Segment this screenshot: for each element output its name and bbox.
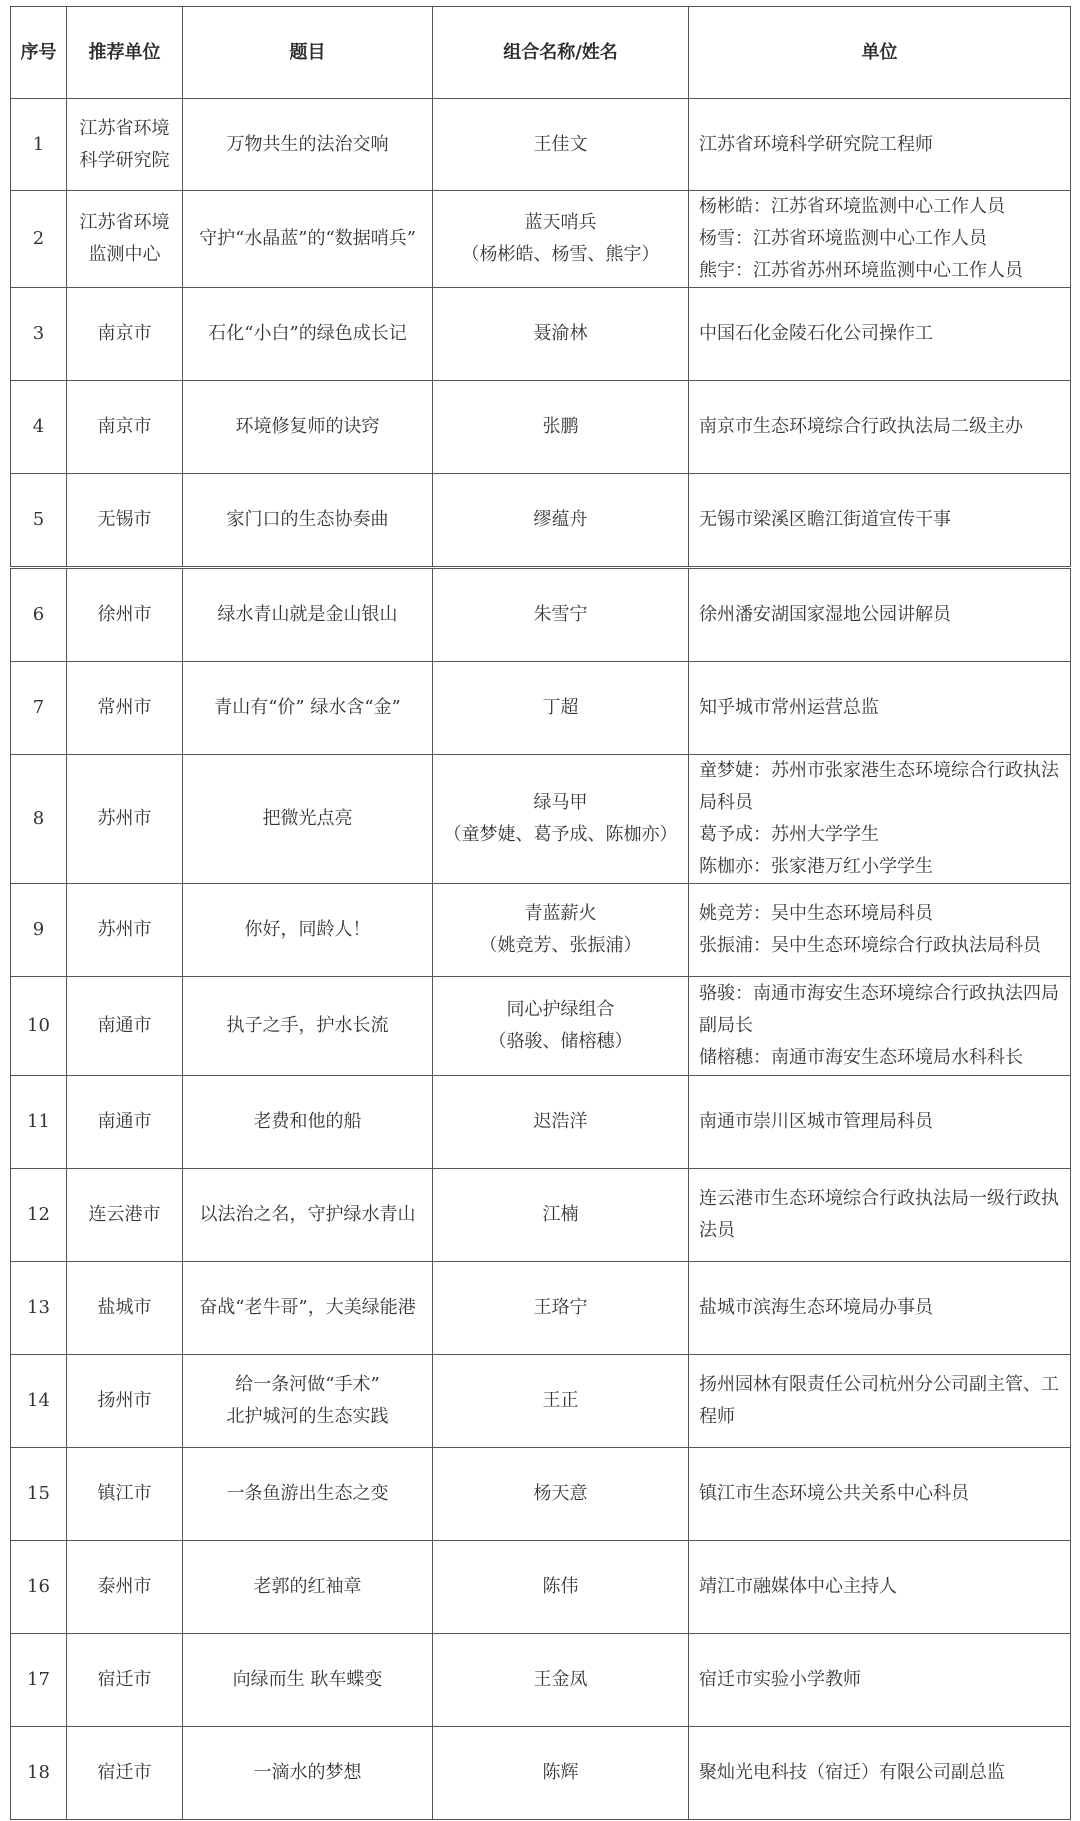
cell-title bbox=[183, 191, 433, 288]
header-unit: 单位 bbox=[689, 7, 1071, 99]
cell-unit bbox=[689, 1727, 1071, 1820]
cell-recommender bbox=[67, 1448, 183, 1541]
cell-recommender-line: 科学研究院 bbox=[79, 149, 170, 171]
cell-unit bbox=[689, 755, 1071, 884]
cell-recommender-line: 常州市 bbox=[97, 697, 152, 718]
table-row bbox=[11, 1541, 1071, 1634]
header-name: 组合名称/姓名 bbox=[433, 7, 689, 99]
cell-unit bbox=[689, 569, 1071, 662]
cell-recommender bbox=[67, 191, 183, 288]
cell-name-line: 王珞宁 bbox=[533, 1297, 588, 1318]
cell-title-line: 守护“水晶蓝”的“数据哨兵” bbox=[199, 228, 416, 249]
awards-table-part-2 bbox=[10, 568, 1071, 1169]
cell-title-line: 以法治之名，守护绿水青山 bbox=[199, 1204, 416, 1225]
cell-unit-line: 中国石化金陵石化公司操作工 bbox=[699, 323, 933, 344]
cell-no: 1 bbox=[11, 99, 67, 191]
cell-name-line: 陈辉 bbox=[542, 1762, 579, 1783]
table-row bbox=[11, 191, 1071, 288]
cell-unit-line: 无锡市梁溪区瞻江街道宣传干事 bbox=[699, 509, 951, 530]
cell-name bbox=[433, 1541, 689, 1634]
cell-name bbox=[433, 662, 689, 755]
cell-name-line: （骆骏、储榕穗） bbox=[488, 1031, 633, 1052]
cell-name-line: 同心护绿组合 bbox=[506, 999, 615, 1020]
cell-unit bbox=[689, 662, 1071, 755]
cell-unit bbox=[689, 288, 1071, 381]
cell-name bbox=[433, 1355, 689, 1448]
cell-title-line: 给一条河做“手术” bbox=[235, 1374, 380, 1395]
cell-recommender bbox=[67, 99, 183, 191]
cell-title-line: 绿水青山就是金山银山 bbox=[217, 604, 398, 625]
cell-no: 7 bbox=[11, 662, 67, 755]
cell-recommender-line: 宿迁市 bbox=[97, 1762, 152, 1783]
cell-name bbox=[433, 1448, 689, 1541]
cell-name-line: 聂渝林 bbox=[533, 323, 588, 344]
table-row bbox=[11, 1634, 1071, 1727]
cell-no: 3 bbox=[11, 288, 67, 381]
cell-name-line: 江楠 bbox=[542, 1204, 579, 1225]
cell-recommender bbox=[67, 1727, 183, 1820]
cell-unit-line: 姚竞芳：吴中生态环境局科员 bbox=[699, 903, 933, 924]
cell-title-line: 家门口的生态协奏曲 bbox=[226, 509, 389, 530]
cell-recommender bbox=[67, 755, 183, 884]
table-row bbox=[11, 288, 1071, 381]
cell-title-line: 向绿而生 耿车蝶变 bbox=[232, 1669, 383, 1690]
cell-unit-line: 镇江市生态环境公共关系中心科员 bbox=[699, 1483, 969, 1504]
cell-title bbox=[183, 474, 433, 567]
cell-no: 13 bbox=[11, 1262, 67, 1355]
cell-title bbox=[183, 662, 433, 755]
cell-recommender bbox=[67, 381, 183, 474]
cell-title-line: 北护城河的生态实践 bbox=[226, 1406, 389, 1427]
table-row bbox=[11, 662, 1071, 755]
table-row bbox=[11, 99, 1071, 191]
cell-name bbox=[433, 288, 689, 381]
cell-name bbox=[433, 1076, 689, 1169]
cell-title-line: 环境修复师的诀窍 bbox=[235, 416, 380, 437]
cell-unit-line: 聚灿光电科技（宿迁）有限公司副总监 bbox=[699, 1762, 1005, 1783]
cell-unit-line: 熊宇：江苏省苏州环境监测中心工作人员 bbox=[699, 260, 1023, 281]
cell-unit bbox=[689, 1169, 1071, 1262]
cell-unit-line: 盐城市滨海生态环境局办事员 bbox=[699, 1297, 933, 1318]
cell-unit bbox=[689, 1448, 1071, 1541]
cell-no: 12 bbox=[11, 1169, 67, 1262]
header-no: 序号 bbox=[11, 7, 67, 99]
cell-title bbox=[183, 1355, 433, 1448]
table-row bbox=[11, 474, 1071, 567]
cell-title bbox=[183, 755, 433, 884]
cell-title-line: 万物共生的法治交响 bbox=[226, 133, 389, 155]
cell-title bbox=[183, 1634, 433, 1727]
cell-unit bbox=[689, 1355, 1071, 1448]
cell-name-line: 王佳文 bbox=[533, 133, 588, 155]
cell-name bbox=[433, 1634, 689, 1727]
cell-unit bbox=[689, 191, 1071, 288]
cell-name-line: 绿马甲 bbox=[533, 792, 588, 813]
table-row bbox=[11, 1727, 1071, 1820]
cell-unit bbox=[689, 99, 1071, 191]
cell-name-line: 迟浩洋 bbox=[533, 1111, 588, 1132]
cell-no: 2 bbox=[11, 191, 67, 288]
cell-title bbox=[183, 569, 433, 662]
cell-title bbox=[183, 288, 433, 381]
cell-no: 5 bbox=[11, 474, 67, 567]
cell-no: 16 bbox=[11, 1541, 67, 1634]
cell-name-line: 张鹏 bbox=[542, 416, 579, 437]
cell-no: 15 bbox=[11, 1448, 67, 1541]
cell-title bbox=[183, 1541, 433, 1634]
cell-recommender-line: 扬州市 bbox=[97, 1390, 152, 1411]
cell-recommender-line: 泰州市 bbox=[97, 1576, 152, 1597]
cell-title bbox=[183, 1076, 433, 1169]
cell-unit-line: 南通市崇川区城市管理局科员 bbox=[699, 1111, 933, 1132]
cell-unit bbox=[689, 1262, 1071, 1355]
cell-recommender-line: 江苏省环境 bbox=[79, 117, 170, 139]
cell-name bbox=[433, 474, 689, 567]
cell-name bbox=[433, 99, 689, 191]
cell-recommender-line: 江苏省环境 bbox=[79, 212, 170, 233]
cell-recommender bbox=[67, 1262, 183, 1355]
cell-title bbox=[183, 1727, 433, 1820]
cell-name-line: 王正 bbox=[542, 1390, 579, 1411]
cell-recommender bbox=[67, 1541, 183, 1634]
cell-no: 17 bbox=[11, 1634, 67, 1727]
cell-title-line: 青山有“价” 绿水含“金” bbox=[214, 697, 401, 718]
cell-recommender-line: 宿迁市 bbox=[97, 1669, 152, 1690]
cell-unit-line: 宿迁市实验小学教师 bbox=[699, 1669, 861, 1690]
cell-recommender bbox=[67, 884, 183, 977]
cell-unit-line: 张振浦：吴中生态环境综合行政执法局科员 bbox=[699, 935, 1041, 956]
cell-recommender-line: 苏州市 bbox=[97, 919, 152, 940]
cell-unit-line: 扬州园林有限责任公司杭州分公司副主管、工程师 bbox=[699, 1374, 1059, 1427]
cell-recommender-line: 苏州市 bbox=[97, 808, 152, 829]
cell-name bbox=[433, 1169, 689, 1262]
cell-recommender-line: 连云港市 bbox=[88, 1204, 161, 1225]
cell-title bbox=[183, 884, 433, 977]
cell-title-line: 一条鱼游出生态之变 bbox=[226, 1483, 389, 1504]
cell-unit-line: 连云港市生态环境综合行政执法局一级行政执法员 bbox=[699, 1188, 1059, 1241]
cell-unit-line: 南京市生态环境综合行政执法局二级主办 bbox=[699, 416, 1023, 437]
cell-title bbox=[183, 381, 433, 474]
cell-name-line: （杨彬皓、杨雪、熊宇） bbox=[461, 244, 660, 265]
cell-unit-line: 靖江市融媒体中心主持人 bbox=[699, 1576, 897, 1597]
cell-name bbox=[433, 191, 689, 288]
cell-unit bbox=[689, 1634, 1071, 1727]
cell-recommender-line: 监测中心 bbox=[88, 244, 161, 265]
cell-unit bbox=[689, 381, 1071, 474]
cell-title-line: 老郭的红袖章 bbox=[253, 1576, 362, 1597]
cell-no: 18 bbox=[11, 1727, 67, 1820]
cell-recommender-line: 徐州市 bbox=[97, 604, 152, 625]
awards-table-part-1 bbox=[10, 6, 1071, 567]
cell-title bbox=[183, 977, 433, 1076]
table-row bbox=[11, 1262, 1071, 1355]
cell-no: 8 bbox=[11, 755, 67, 884]
cell-no: 11 bbox=[11, 1076, 67, 1169]
cell-title-line: 把微光点亮 bbox=[262, 808, 353, 829]
cell-title-line: 老费和他的船 bbox=[253, 1111, 362, 1132]
cell-title-line: 你好，同龄人！ bbox=[244, 919, 371, 940]
cell-name bbox=[433, 977, 689, 1076]
cell-recommender-line: 盐城市 bbox=[97, 1297, 152, 1318]
cell-recommender bbox=[67, 1355, 183, 1448]
cell-name bbox=[433, 884, 689, 977]
cell-no: 14 bbox=[11, 1355, 67, 1448]
table-row bbox=[11, 1169, 1071, 1262]
table-row bbox=[11, 1355, 1071, 1448]
cell-title bbox=[183, 1169, 433, 1262]
cell-unit-line: 储榕穗：南通市海安生态环境局水科科长 bbox=[699, 1047, 1023, 1068]
cell-recommender-line: 南京市 bbox=[97, 323, 152, 344]
header-recommender: 推荐单位 bbox=[67, 7, 183, 99]
table-row bbox=[11, 884, 1071, 977]
table-row bbox=[11, 1076, 1071, 1169]
cell-name-line: 朱雪宁 bbox=[533, 604, 588, 625]
cell-unit-line: 葛予成：苏州大学学生 bbox=[699, 824, 879, 845]
cell-recommender bbox=[67, 1634, 183, 1727]
header-title: 题目 bbox=[183, 7, 433, 99]
cell-unit bbox=[689, 977, 1071, 1076]
cell-title-line: 石化“小白”的绿色成长记 bbox=[208, 323, 407, 344]
header-row bbox=[11, 7, 1071, 99]
cell-recommender bbox=[67, 288, 183, 381]
cell-name-line: 青蓝薪火 bbox=[524, 903, 597, 924]
table-row bbox=[11, 755, 1071, 884]
cell-unit-line: 杨雪：江苏省环境监测中心工作人员 bbox=[699, 228, 987, 249]
cell-name-line: 杨天意 bbox=[533, 1483, 588, 1504]
cell-name bbox=[433, 1262, 689, 1355]
cell-recommender bbox=[67, 474, 183, 567]
cell-name-line: 缪蕴舟 bbox=[533, 509, 588, 530]
cell-no: 6 bbox=[11, 569, 67, 662]
cell-no: 4 bbox=[11, 381, 67, 474]
cell-name-line: 王金凤 bbox=[533, 1669, 588, 1690]
cell-name-line: 丁超 bbox=[542, 697, 579, 718]
cell-recommender bbox=[67, 977, 183, 1076]
awards-table-part-3 bbox=[10, 1168, 1071, 1820]
cell-unit-line: 杨彬皓：江苏省环境监测中心工作人员 bbox=[699, 196, 1005, 217]
cell-name bbox=[433, 755, 689, 884]
cell-unit-line: 骆骏：南通市海安生态环境综合行政执法四局副局长 bbox=[699, 983, 1059, 1036]
cell-unit-line: 江苏省环境科学研究院工程师 bbox=[699, 133, 933, 155]
cell-recommender bbox=[67, 662, 183, 755]
cell-name-line: （姚竞芳、张振浦） bbox=[479, 935, 642, 956]
cell-no: 9 bbox=[11, 884, 67, 977]
cell-recommender-line: 镇江市 bbox=[97, 1483, 152, 1504]
cell-title-line: 一滴水的梦想 bbox=[253, 1762, 362, 1783]
cell-recommender bbox=[67, 1169, 183, 1262]
cell-title-line: 执子之手，护水长流 bbox=[226, 1015, 389, 1036]
cell-unit-line: 陈枷亦：张家港万红小学学生 bbox=[699, 856, 933, 877]
cell-unit-line: 童梦婕：苏州市张家港生态环境综合行政执法局科员 bbox=[699, 760, 1059, 813]
cell-name bbox=[433, 569, 689, 662]
cell-title bbox=[183, 1262, 433, 1355]
cell-no: 10 bbox=[11, 977, 67, 1076]
cell-recommender-line: 无锡市 bbox=[97, 509, 152, 530]
cell-recommender-line: 南通市 bbox=[97, 1111, 152, 1132]
cell-recommender bbox=[67, 1076, 183, 1169]
cell-name bbox=[433, 1727, 689, 1820]
cell-unit-line: 徐州潘安湖国家湿地公园讲解员 bbox=[699, 604, 951, 625]
cell-name-line: 陈伟 bbox=[542, 1576, 579, 1597]
cell-unit bbox=[689, 1541, 1071, 1634]
table-row bbox=[11, 381, 1071, 474]
cell-unit bbox=[689, 884, 1071, 977]
cell-title bbox=[183, 99, 433, 191]
table-row bbox=[11, 1448, 1071, 1541]
cell-title bbox=[183, 1448, 433, 1541]
cell-recommender-line: 南通市 bbox=[97, 1015, 152, 1036]
cell-name-line: 蓝天哨兵 bbox=[524, 212, 597, 233]
cell-recommender-line: 南京市 bbox=[97, 416, 152, 437]
cell-recommender bbox=[67, 569, 183, 662]
cell-unit bbox=[689, 1076, 1071, 1169]
cell-name bbox=[433, 381, 689, 474]
cell-title-line: 奋战“老牛哥”，大美绿能港 bbox=[199, 1297, 416, 1318]
table-row bbox=[11, 977, 1071, 1076]
cell-unit bbox=[689, 474, 1071, 567]
cell-name-line: （童梦婕、葛予成、陈枷亦） bbox=[443, 824, 678, 845]
cell-unit-line: 知乎城市常州运营总监 bbox=[699, 697, 879, 718]
table-row bbox=[11, 569, 1071, 662]
